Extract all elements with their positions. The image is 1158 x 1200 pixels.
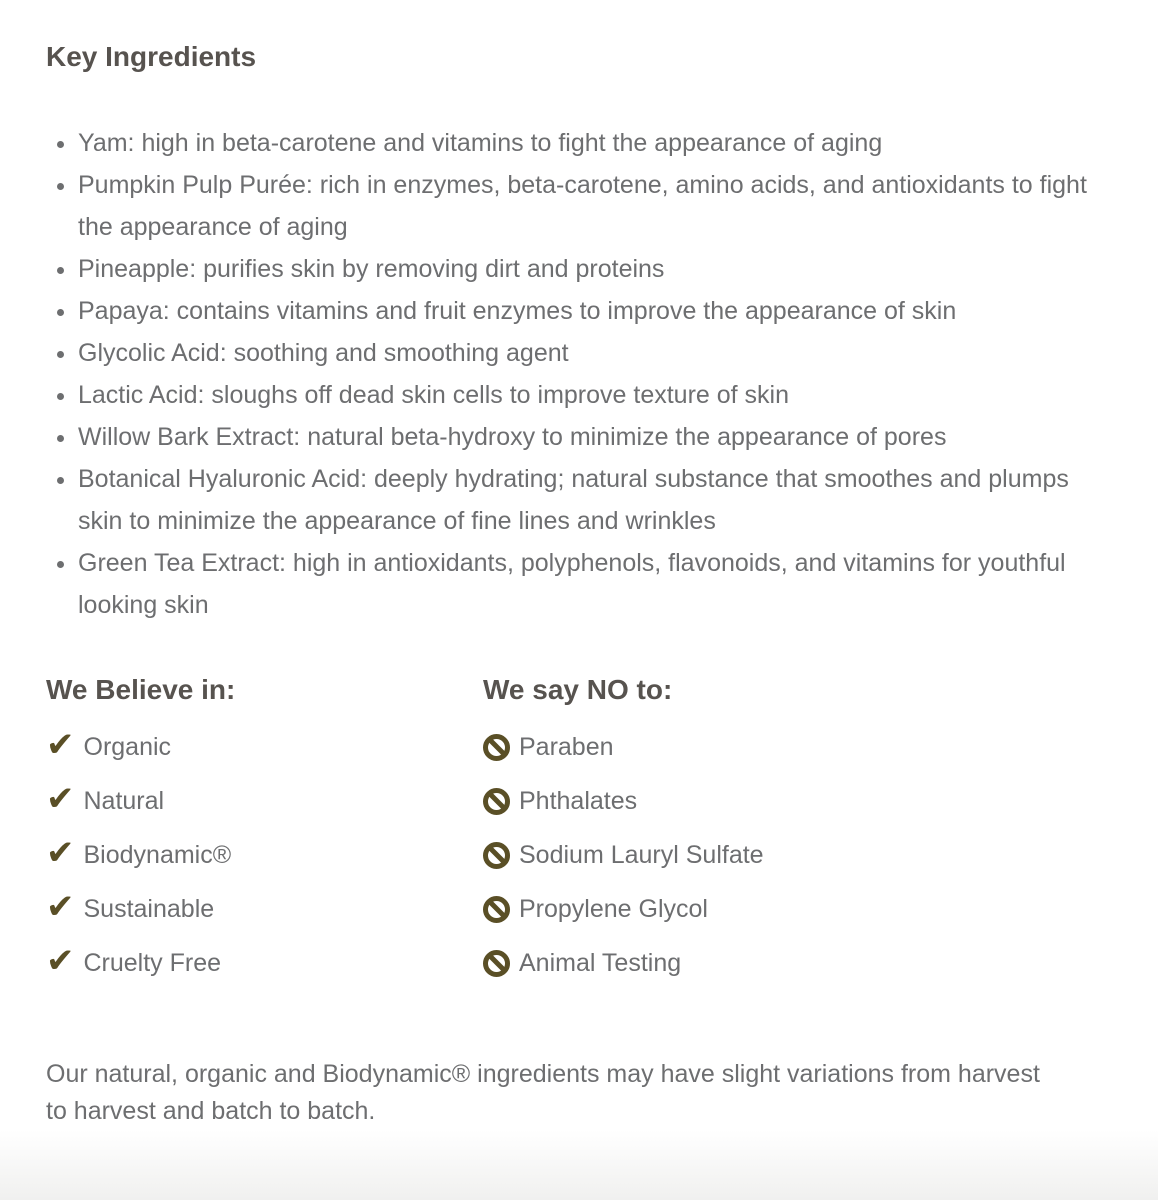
believe-item-label: Cruelty Free (83, 948, 222, 977)
say-no-item-label: Paraben (519, 732, 614, 761)
prohibition-icon (483, 842, 510, 869)
say-no-item-label: Animal Testing (519, 948, 682, 977)
say-no-item-label: Propylene Glycol (519, 894, 708, 923)
believe-item-label: Biodynamic® (83, 840, 232, 869)
ingredient-list (46, 122, 1088, 626)
say-no-item (483, 720, 1112, 774)
check-icon: ✔ (46, 942, 75, 981)
ingredient-item: • Pineapple: purifies skin by removing dirt and proteins (78, 248, 1088, 290)
say-no-item (483, 828, 1112, 882)
ingredient-item: • Glycolic Acid: soothing and smoothing agent (78, 332, 1088, 374)
bottom-fade (0, 1130, 1158, 1200)
check-icon: ✔ (46, 726, 75, 765)
ingredient-item: • Lactic Acid: sloughs off dead skin cells to improve texture of skin (78, 374, 1088, 416)
we-say-no-column (483, 673, 1112, 991)
ingredient-item: • Pumpkin Pulp Purée: rich in enzymes, beta-carotene, amino acids, and antioxidants to fight the appearance of aging (78, 164, 1088, 248)
prohibition-icon (483, 788, 510, 815)
believe-item-label: Organic (83, 732, 172, 761)
we-believe-column (46, 673, 483, 991)
ingredient-item: • Botanical Hyaluronic Acid: deeply hydrating; natural substance that smoothes and plumps skin to minimize the appearance of fine lines and wrinkles (78, 458, 1088, 542)
believe-item-label: Natural (83, 786, 165, 815)
say-no-item (483, 774, 1112, 828)
check-icon: ✔ (46, 780, 75, 819)
prohibition-icon (483, 950, 510, 977)
believe-item-label: Sustainable (83, 894, 215, 923)
values-columns (46, 673, 1112, 991)
we-say-no-heading: We say NO to: (483, 673, 673, 705)
believe-item (46, 936, 483, 990)
say-no-item-label: Phthalates (519, 786, 638, 815)
check-icon: ✔ (46, 888, 75, 927)
say-no-item (483, 936, 1112, 990)
ingredient-item: • Green Tea Extract: high in antioxidants, polyphenols, flavonoids, and vitamins for youthful looking skin (78, 542, 1088, 626)
key-ingredients-heading: Key Ingredients (46, 41, 257, 72)
variations-note: Our natural, organic and Biodynamic® ingredients may have slight variations from harvest to harvest and batch to batch. (46, 1060, 1040, 1126)
believe-item (46, 720, 483, 774)
believe-item (46, 774, 483, 828)
prohibition-icon (483, 896, 510, 923)
believe-item (46, 882, 483, 936)
prohibition-icon (483, 734, 510, 761)
check-icon: ✔ (46, 834, 75, 873)
ingredient-item: • Willow Bark Extract: natural beta-hydroxy to minimize the appearance of pores (78, 416, 1088, 458)
believe-item (46, 828, 483, 882)
say-no-item (483, 882, 1112, 936)
we-believe-heading: We Believe in: (46, 673, 236, 705)
say-no-item-label: Sodium Lauryl Sulfate (519, 840, 764, 869)
ingredient-item: • Papaya: contains vitamins and fruit enzymes to improve the appearance of skin (78, 290, 1088, 332)
ingredient-item: • Yam: high in beta-carotene and vitamins to fight the appearance of aging (78, 122, 1088, 164)
